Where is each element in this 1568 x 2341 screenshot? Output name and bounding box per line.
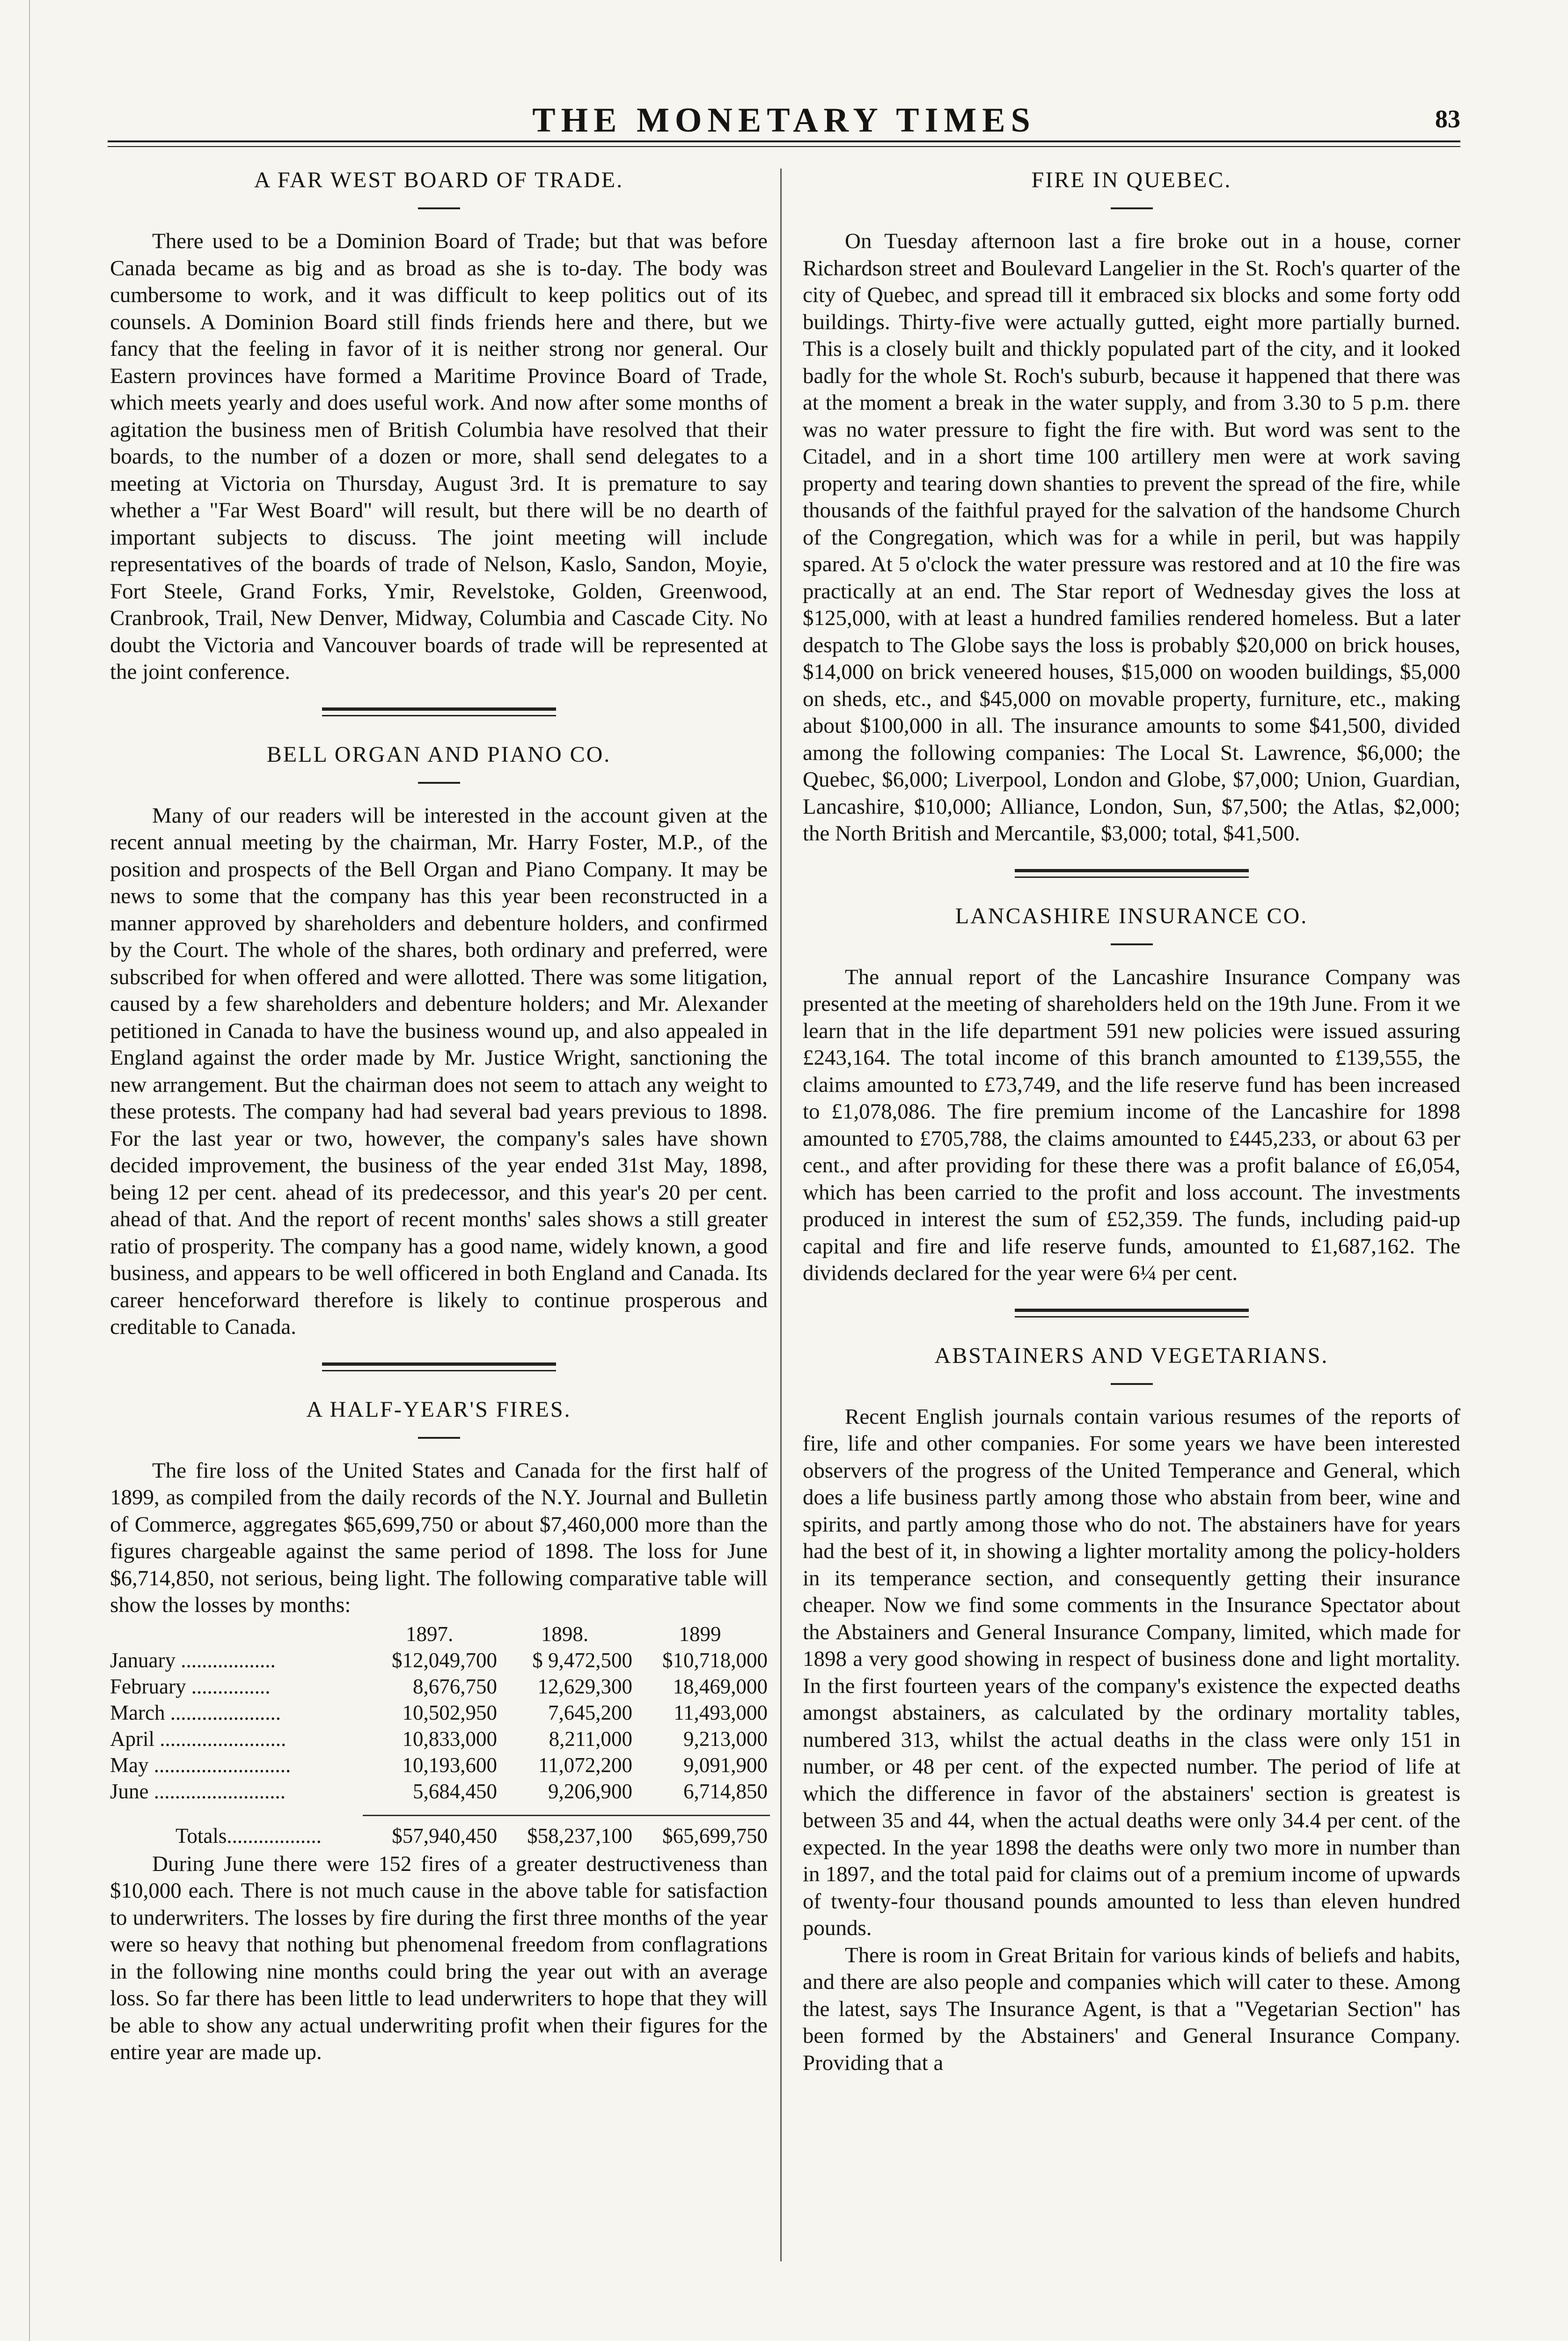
year-heading: 1898. [541,1622,589,1646]
article-paragraph: During June there were 152 fires of a greater destructiveness than $10,000 each. There is not much cause in the above table for satisfaction to underwriters. The losses by fire during the first three months of the year were so heavy that nothing but phenomenal freedom from conflagrations in the following nine months could bring the year out with an average loss. So far there has been little to lead underwriters to hope that they will be able to show any actual underwriting profit when their figures for the entire year are made up. [110,1851,768,2064]
value-cell: 18,469,000 [673,1674,768,1698]
value-cell: $10,718,000 [662,1648,768,1672]
value-cell: 9,091,900 [683,1753,768,1777]
value-cell: 11,493,000 [674,1701,768,1724]
table-row [110,1700,768,1726]
masthead [108,101,1460,143]
value-cell: 7,645,200 [548,1701,633,1724]
article-paragraph: The annual report of the Lancashire Insurance Company was presented at the meeting of shareholders held on the 19th June. From it we learn that in the life department 591 new policies were issued assuring £243,164. The total income of this branch amounted to £139,555, the claims amounted to £73,749, and the life reserve fund has been increased to £1,078,086. The fire premium income of the Lancashire for 1898 amounted to £705,788, the claims amounted to £445,233, or about 63 per cent., and after providing for these there was a profit balance of £6,054, which has been carried to the profit and loss account. The investments produced in interest the sum of £52,359. The funds, including paid-up capital and fire and life reserve funds, amounted to £1,687,162. The dividends declared for the year were 6¼ per cent. [803,964,1460,1285]
month-cell: May .......................... [110,1753,291,1777]
value-cell: 9,206,900 [548,1779,633,1803]
value-cell: $12,049,700 [392,1648,498,1672]
value-cell: 10,502,950 [402,1701,498,1724]
month-cell: June ......................... [110,1779,286,1803]
month-cell: March ..................... [110,1701,281,1724]
table-row [110,1752,768,1778]
article-paragraph: There is room in Great Britain for various kinds of beliefs and habits, and there are also people and companies which will cater to these. Among the latest, says The Insurance Agent, is that a "Vegetarian Section" has been formed by the Abstainers' and General Insurance Company. Providing that a [803,1943,1460,2075]
article-half-year-fires [110,1396,768,2066]
article-paragraph: Many of our readers will be interested in the account given at the recent annual meeting by the chairman, Mr. Harry Foster, M.P., of the position and prospects of the Bell Organ and Piano Company. It may be news to some that the company has this year been reconstructed in a manner approved by shareholders and debenture holders, and confirmed by the Court. The whole of the shares, both ordinary and preferred, were subscribed for when offered and were allotted. There was some litigation, caused by a few shareholders and debenture holders; and Mr. Alexander petitioned in Canada to have the business wound up, and also appealed in England against the order made by Mr. Justice Wright, sanctioning the new arrangement. But the chairman does not seem to attach any weight to these protests. The company had had several bad years previous to 1898. For the last year or two, however, the company's sales have shown decided improvement, the business of the year ended 31st May, 1898, being 12 per cent. ahead of its predecessor, and this year's 20 per cent. ahead of that. And the report of recent months' sales shows a still greater ratio of prosperity. The company has a good name, widely known, a good business, and appears to be well officered in both England and Canada. Its career henceforward therefore is likely to continue prosperous and creditable to Canada. [110,803,768,1339]
table-row [110,1778,768,1804]
table-row [110,1673,768,1700]
article-title: LANCASHIRE INSURANCE CO. [955,903,1308,928]
header-rule-bottom [108,146,1460,147]
article-bell-organ [110,741,768,1341]
article-paragraph: Recent English journals contain various resumes of the reports of fire, life and other companies. For some years we have been interested observers of the progress of the United Temperance and General, which does a life business partly among those who abstain from beer, wine and spirits, and partly among those who do not. The abstainers have for years had the best of it, in showing a lighter mortality among the policy-holders in its temperance section, and consequently getting their insurance cheaper. Now we find some comments in the Insurance Spectator about the Abstainers and General Insurance Company, limited, which made for 1898 a very good showing in respect of business done and light mortality. In the first fourteen years of the company's existence the expected deaths amongst abstainers, as calculated by the ordinary mortality tables, numbered 313, whilst the actual deaths in the class were only 151 in number, or 48 per cent. of the expected number. The period of life at which the difference in favor of the abstainers' section is greatest is between 35 and 44, when the actual deaths were only 34.4 per cent. of the expected. In the year 1898 the deaths were only two more in number than in 1897, and the total paid for claims out of a premium income of upwards of twenty-four thousand pounds amounted to less than eleven hundred pounds. [803,1404,1460,1940]
value-cell: 10,193,600 [402,1753,498,1777]
title-rule [1111,207,1153,209]
article-paragraph: On Tuesday afternoon last a fire broke out in a house, corner Richardson street and Boulevard Langelier in the St. Roch's quarter of the city of Quebec, and spread till it embraced six blocks and some forty odd buildings. Thirty-five were actually gutted, eight more partially burned. This is a closely built and thickly populated part of the city, and it looked badly for the whole St. Roch's suburb, because it happened that there was at the moment a break in the water supply, and from 3.30 to 5 p.m. there was no water pressure to fight the fire with. But word was sent to the Citadel, and in a short time 100 artillery men were at work saving property and tearing down shanties to prevent the spread of the fire, while thousands of the faithful prayed for the salvation of the handsome Church of the Congregation, which was for a while in peril, but was happily spared. At 5 o'clock the water pressure was restored and at 10 the fire was practically at an end. The Star report of Wednesday gives the loss at $125,000, with at least a hundred families rendered homeless. But a later despatch to The Globe says the loss is probably $20,000 on brick houses, $14,000 on brick veneered houses, $15,000 on wooden buildings, $5,000 on sheds, etc., and $45,000 on movable property, furniture, etc., making about $100,000 in all. The insurance amounts to some $41,500, divided among the following companies: The Local St. Lawrence, $6,000; the Quebec, $6,000; Liverpool, London and Globe, $7,000; Union, Guardian, Lancashire, $10,000; Alliance, London, Sun, $7,500; the Atlas, $2,000; the North British and Mercantile, $3,000; total, $41,500. [803,229,1460,846]
value-cell: 6,714,850 [683,1779,768,1803]
total-cell: $58,237,100 [527,1824,633,1848]
page-number: 83 [1435,105,1460,133]
value-cell: 5,684,450 [413,1779,498,1803]
article-title: A HALF-YEAR'S FIRES. [306,1397,572,1422]
title-rule [1111,943,1153,945]
value-cell: 12,629,300 [537,1674,633,1698]
article-far-west-board [110,166,768,686]
right-column [803,166,1460,2076]
total-cell: $65,699,750 [662,1824,768,1848]
header-rule-top [108,140,1460,142]
value-cell: 8,676,750 [413,1674,498,1698]
month-cell: February ............... [110,1674,271,1698]
article-title: BELL ORGAN AND PIANO CO. [266,742,611,767]
article-title: A FAR WEST BOARD OF TRADE. [254,168,624,192]
title-rule [418,782,460,784]
column-divider [780,169,782,2261]
page-edge-line [29,0,30,2341]
article-lancashire-insurance [803,902,1460,1287]
left-column [110,166,768,2066]
value-cell: $ 9,472,500 [532,1648,633,1672]
month-cell: January .................. [110,1648,276,1672]
article-abstainers-vegetarians [803,1342,1460,2077]
month-cell: April ........................ [110,1727,286,1751]
table-header-row [110,1621,768,1647]
section-separator [1015,1309,1249,1318]
title-rule [418,207,460,209]
value-cell: 9,213,000 [683,1727,768,1751]
table-total-rule [363,1815,770,1816]
value-cell: 8,211,000 [549,1727,633,1751]
article-title: FIRE IN QUEBEC. [1031,168,1232,192]
totals-label: Totals.................. [176,1824,322,1848]
value-cell: 10,833,000 [402,1727,498,1751]
title-rule [418,1437,460,1439]
table-totals-row [110,1823,768,1849]
value-cell: 11,072,200 [538,1753,633,1777]
fire-loss-table [110,1621,768,1849]
article-paragraph: The fire loss of the United States and Canada for the first half of 1899, as compiled from the daily records of the N.Y. Journal and Bulletin of Commerce, aggregates $65,699,750 or about $7,460,000 more than the figures chargeable against the same period of 1898. The loss for June $6,714,850, not serious, being light. The following comparative table will show the losses by months: [110,1458,768,1617]
article-title: ABSTAINERS AND VEGETARIANS. [934,1343,1329,1368]
article-fire-in-quebec [803,166,1460,847]
title-rule [1111,1383,1153,1385]
total-cell: $57,940,450 [392,1824,498,1848]
journal-title: THE MONETARY TIMES [532,101,1036,140]
table-row [110,1726,768,1752]
section-separator [322,1362,556,1371]
section-separator [322,707,556,716]
year-heading: 1897. [405,1622,454,1646]
year-heading: 1899 [679,1622,721,1646]
table-row [110,1647,768,1673]
section-separator [1015,869,1249,878]
article-paragraph: There used to be a Dominion Board of Trade; but that was before Canada became as big and as broad as she is to-day. The body was cumbersome to work, and it was difficult to keep politics out of its counsels. A Dominion Board still finds friends here and there, but we fancy that the feeling in favor of it is neither strong nor general. Our Eastern provinces have formed a Maritime Province Board of Trade, which meets yearly and does useful work. And now after some months of agitation the business men of British Columbia have resolved that their boards, to the number of a dozen or more, shall send delegates to a meeting at Victoria on Thursday, August 3rd. It is premature to say whether a "Far West Board" will result, but there will be no dearth of important subjects to discuss. The joint meeting will include representatives of the boards of trade of Nelson, Kaslo, Sandon, Moyie, Fort Steele, Grand Forks, Ymir, Revelstoke, Golden, Greenwood, Cranbrook, Trail, New Denver, Midway, Columbia and Cascade City. No doubt the Victoria and Vancouver boards of trade will be represented at the joint conference. [110,229,768,684]
